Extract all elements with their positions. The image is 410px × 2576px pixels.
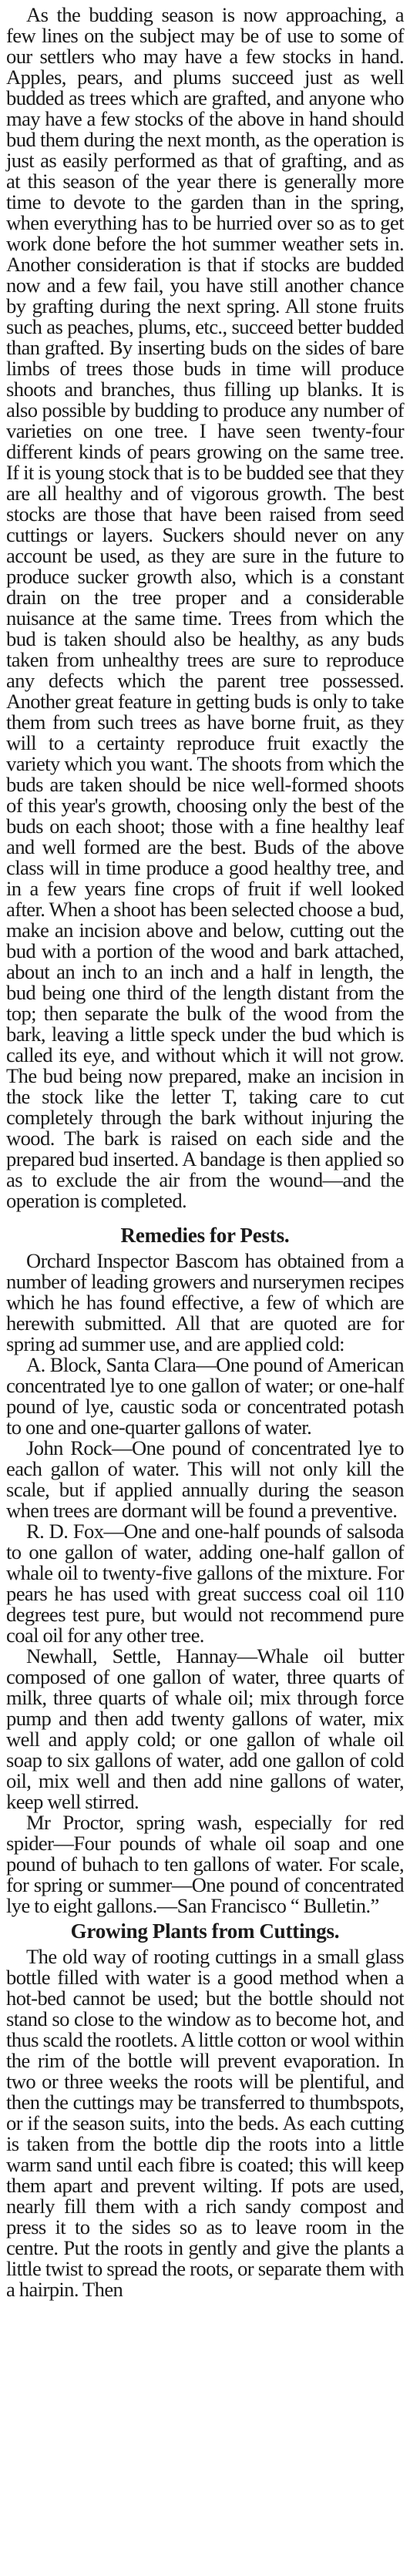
pests-heading: Remedies for Pests.	[120, 1224, 290, 1247]
budding-paragraph: As the budding season is now approaching, a few lines on the subject may be of use to some of our settlers who may have a few stocks in hand. Apples, pears, and plums succeed just as well budded as trees which are grafted, and anyone who may have a few stocks of the above in hand should bud them during the next month, as the operation is just as easily performed as that of grafting, and as at this season of the year there is generally more time to devote to the garden than in the spring, when everything has to be hurried over so as to get work done before the hot summer weather sets in. Another consideration is that if stocks are budded now and a few fail, you have still another chance by grafting during the next spring. All stone fruits such as peaches, plums, etc., succeed better budded than grafted. By inserting buds on the sides of bare limbs of trees those buds in time will produce shoots and branches, thus filling up blanks. It is also possible by budding to produce any number of varieties on one tree. I have seen twenty-four different kinds of pears growing on the same tree. If it is young stock that is to be budded see that they are all healthy and of vigorous growth. The best stocks are those that have been raised from seed cuttings or layers. Suckers should never on any account be used, as they are sure in the future to produce sucker growth also, which is a constant drain on the tree proper and a considerable nuisance at the same time. Trees from which the bud is taken should also be healthy, as any buds taken from unhealthy trees are sure to reproduce any defects which the parent tree possessed. Another great feature in getting buds is only to take them from such trees as have borne fruit, as they will to a certainty reproduce fruit exactly the variety which you want. The shoots from which the buds are taken should be nice well-formed shoots of this year's growth, choosing only the best of the buds on each shoot; those with a fine healthy leaf and well formed are the best. Buds of the above class will in time produce a good healthy tree, and in a few years fine crops of fruit if well looked after. When a shoot has been selected choose a bud, make an incision above and below, cutting out the bud with a portion of the wood and bark attached, about an inch to an inch and a half in length, the bud being one third of the length distant from the top; then separate the bulk of the wood from the bark, leaving a little speck under the bud which is called its eye, and without which it will not grow. The bud being now prepared, make an incision in the stock like the letter T, taking care to cut completely through the bark without injuring the wood. The bark is raised on each side and the prepared bud inserted. A bandage is then applied so as to exclude the air from the wound—and the operation is completed.	[6, 3, 404, 1212]
pests-recipe-fox: R. D. Fox—One and one-half pounds of salsoda to one gallon of water, adding one-half gallon of whale oil to twenty-five gallons of the mixture. For pears he has used with great success coal oil 110 degrees test pure, but would not recommend pure coal oil for any other tree.	[6, 1520, 404, 1647]
pests-recipe-proctor: Mr Proctor, spring wash, especially for red spider—Four pounds of whale oil soap and one pound of buhach to ten gallons of water. For scale, for spring or summer—One pound of concentrated lye to eight gallons.—San Francisco “ Bulletin.”	[6, 1811, 404, 1917]
pests-intro-paragraph: Orchard Inspector Bascom has obtained from a number of leading growers and nurserymen recipes which he has found effective, a few of which are herewith submitted. All that are quoted are for spring ad summer use, and are applied cold:	[6, 1249, 404, 1355]
cuttings-section	[6, 1921, 404, 2300]
section-gap	[6, 1211, 404, 1221]
cuttings-paragraph: The old way of rooting cuttings in a small glass bottle filled with water is a good method when a hot-bed cannot be used; but the bottle should not stand so close to the window as to become hot, and thus scald the rootlets. A little cotton or wool within the rim of the bottle will prevent evaporation. In two or three weeks the roots will be plentiful, and then the cuttings may be transferred to thumbspots, or if the season suits, into the beds. As each cutting is taken from the bottle dip the roots into a little warm sand until each fibre is coated; this will keep them apart and prevent wilting. If pots are used, nearly fill them with a rich sandy compost and press it to the sides so as to leave room in the centre. Put the roots in gently and give the plants a little twist to spread the roots, or separate them with a hairpin. Then	[6, 1945, 404, 2301]
budding-section	[6, 5, 404, 1211]
cuttings-heading: Growing Plants from Cuttings.	[70, 1919, 340, 1943]
pests-recipe-rock: John Rock—One pound of concentrated lye to each gallon of water. This will not only kill the scale, but if applied annually during the season when trees are dormant will be found a preventive.	[6, 1436, 404, 1522]
pests-section	[6, 1225, 404, 1916]
pests-recipe-newhall: Newhall, Settle, Hannay—Whale oil butter composed of one gallon of water, three quarts of milk, three quarts of whale oil; mix through force pump and then add twenty gallons of water, mix well and apply cold; or one gallon of whale oil soap to six gallons of water, add one gallon of cold oil, mix well and then add nine gallons of water, keep well stirred.	[6, 1644, 404, 1813]
pests-recipe-block: A. Block, Santa Clara—One pound of American concentrated lye to one gallon of water; or one-half pound of lye, caustic soda or concentrated potash to one and one-quarter gallons of water.	[6, 1353, 404, 1439]
